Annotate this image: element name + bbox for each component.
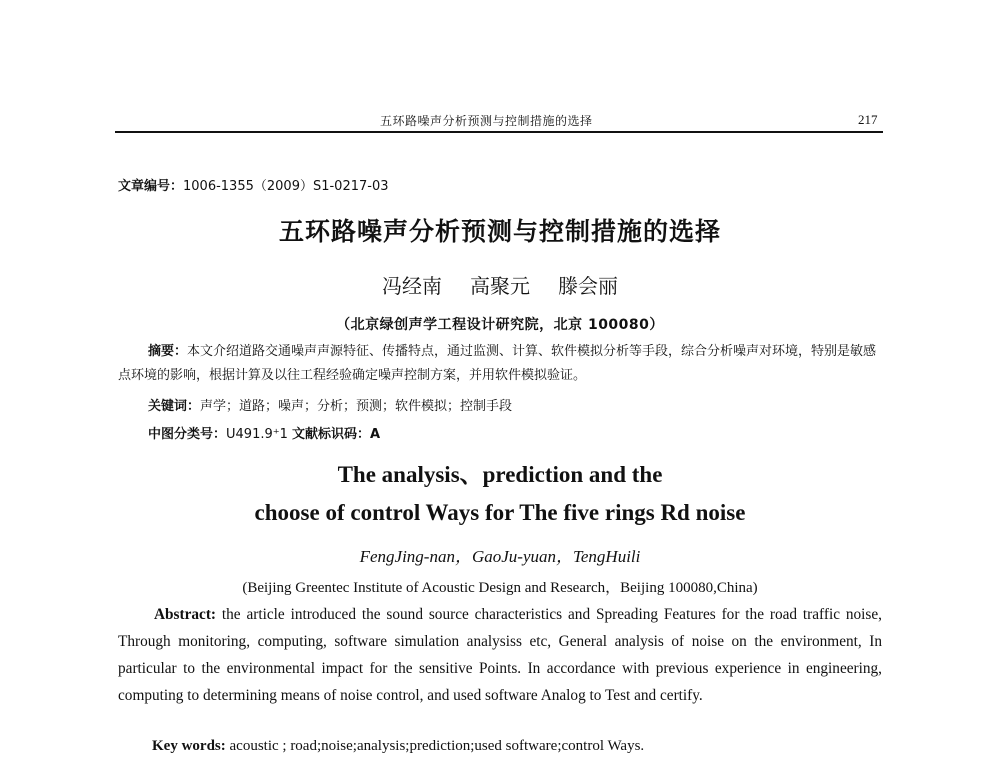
running-header-title: 五环路噪声分析预测与控制措施的选择: [380, 114, 593, 128]
english-title-line-2: choose of control Ways for The five rings Rd noise: [254, 500, 746, 525]
english-abstract-label: Abstract:: [154, 606, 217, 623]
page-number: 217: [858, 112, 878, 127]
chinese-author-3: 滕会丽: [558, 274, 618, 298]
chinese-author-2: 高聚元: [470, 274, 530, 298]
english-title-line-1: The analysis、prediction and the: [337, 462, 663, 487]
chinese-keywords-label: 关键词：: [148, 399, 201, 414]
english-abstract-text: the article introduced the sound source characteristics and Spreading Features for the road traffic noise, Through monitoring, computing, software simulation analysiss etc, General analysis of noise on the environment, In particular to the environmental impact for the sensitive Points. In accordance with previous experience in engineering, computing to determining means of noise control, and used software Analog to Test and certify.: [118, 606, 882, 704]
english-keywords: [152, 738, 644, 755]
clc-label: 中图分类号：: [148, 427, 227, 442]
chinese-affiliation: （北京绿创声学工程设计研究院，北京 100080）: [336, 317, 664, 333]
chinese-keywords: [148, 395, 512, 414]
clc-value: U491.9⁺1: [226, 427, 288, 442]
chinese-abstract-label: 摘要：: [148, 344, 188, 359]
chinese-abstract: [118, 340, 888, 388]
english-affiliation: (Beijing Greentec Institute of Acoustic Design and Research，Beijing 100080,China): [242, 580, 758, 596]
chinese-abstract-text: 本文介绍道路交通噪声声源特征、传播特点，通过监测、计算、软件模拟分析等手段，综合分析噪声对环境，特别是敏感点环境的影响，根据计算及以往工程经验确定噪声控制方案，并用软件模拟验证。: [118, 344, 877, 383]
classification-line: [148, 423, 380, 442]
chinese-authors: [0, 270, 1000, 299]
chinese-title: 五环路噪声分析预测与控制措施的选择: [278, 217, 721, 246]
doc-code-value: A: [370, 427, 381, 442]
chinese-author-1: 冯经南: [382, 274, 442, 298]
english-keywords-text: acoustic ; road;noise;analysis;prediction;used software;control Ways.: [225, 738, 645, 754]
doc-code-label: 文献标识码：: [292, 427, 371, 442]
header-rule: [115, 131, 883, 133]
english-keywords-label: Key words:: [152, 738, 226, 754]
article-number: [118, 175, 389, 194]
chinese-keywords-text: 声学；道路；噪声；分析；预测；软件模拟；控制手段: [200, 399, 513, 414]
english-abstract: [118, 601, 882, 709]
english-authors: FengJing-nan，GaoJu-yuan，TengHuili: [359, 547, 641, 566]
article-number-value: 1006-1355（2009）S1-0217-03: [183, 179, 389, 194]
article-number-label: 文章编号：: [118, 179, 184, 194]
